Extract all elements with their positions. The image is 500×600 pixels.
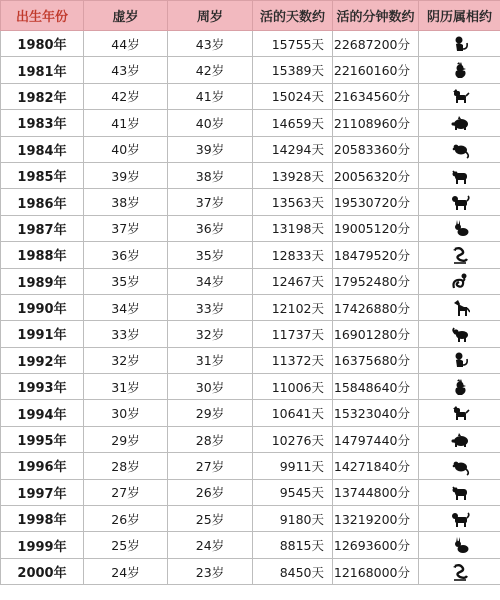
xusui-cell: 37岁 [84,215,168,241]
birth-year-cell: 1985年 [1,162,84,188]
birth-year-cell: 1986年 [1,189,84,215]
zodiac-cell [419,136,500,162]
days-cell: 11737天 [253,321,333,347]
birth-year-cell: 1992年 [1,347,84,373]
zodiac-cell [419,242,500,268]
dragon-icon [450,562,470,582]
zhousui-cell: 25岁 [168,506,253,532]
birth-year-cell: 1987年 [1,215,84,241]
table-row [1,110,500,136]
zodiac-cell [419,374,500,400]
zodiac-cell [419,321,500,347]
table-row [1,479,500,505]
table-row [1,189,500,215]
rabbit-icon [450,535,470,555]
zhousui-cell: 39岁 [168,136,253,162]
minutes-cell: 21108960分 [333,110,419,136]
zhousui-cell: 41岁 [168,83,253,109]
zhousui-cell: 32岁 [168,321,253,347]
zhousui-cell: 29岁 [168,400,253,426]
xusui-cell: 27岁 [84,479,168,505]
table-row [1,242,500,268]
birth-year-cell: 1989年 [1,268,84,294]
xusui-cell: 38岁 [84,189,168,215]
zodiac-cell [419,426,500,452]
ox-icon [450,166,470,186]
rooster-icon [450,377,470,397]
table-row [1,558,500,584]
xusui-cell: 33岁 [84,321,168,347]
zhousui-cell: 24岁 [168,532,253,558]
dog-icon [450,86,470,106]
zodiac-cell [419,31,500,57]
header-birth-year: 出生年份 [1,1,84,31]
birth-year-cell: 1984年 [1,136,84,162]
zhousui-cell: 23岁 [168,558,253,584]
xusui-cell: 24岁 [84,558,168,584]
table-row [1,57,500,83]
minutes-cell: 17952480分 [333,268,419,294]
xusui-cell: 42岁 [84,83,168,109]
days-cell: 13928天 [253,162,333,188]
zodiac-cell [419,215,500,241]
xusui-cell: 26岁 [84,506,168,532]
zodiac-cell [419,294,500,320]
birth-year-cell: 2000年 [1,558,84,584]
birth-year-cell: 1991年 [1,321,84,347]
birth-year-cell: 1999年 [1,532,84,558]
snake-icon [450,271,470,291]
zodiac-cell [419,400,500,426]
days-cell: 15024天 [253,83,333,109]
xusui-cell: 41岁 [84,110,168,136]
dog-icon [450,403,470,423]
xusui-cell: 28岁 [84,453,168,479]
minutes-cell: 15848640分 [333,374,419,400]
header-minutes: 活的分钟数约 [333,1,419,31]
table-body [1,31,500,585]
zhousui-cell: 40岁 [168,110,253,136]
minutes-cell: 20056320分 [333,162,419,188]
birth-year-cell: 1996年 [1,453,84,479]
zhousui-cell: 31岁 [168,347,253,373]
days-cell: 10276天 [253,426,333,452]
days-cell: 12467天 [253,268,333,294]
table-row [1,162,500,188]
minutes-cell: 14271840分 [333,453,419,479]
birth-year-cell: 1982年 [1,83,84,109]
days-cell: 8815天 [253,532,333,558]
minutes-cell: 12693600分 [333,532,419,558]
zhousui-cell: 42岁 [168,57,253,83]
zhousui-cell: 33岁 [168,294,253,320]
zhousui-cell: 43岁 [168,31,253,57]
ox-icon [450,482,470,502]
zhousui-cell: 36岁 [168,215,253,241]
monkey-icon [450,34,470,54]
minutes-cell: 13219200分 [333,506,419,532]
tiger-icon [450,509,470,529]
birth-year-cell: 1981年 [1,57,84,83]
table-row [1,426,500,452]
dragon-icon [450,245,470,265]
zhousui-cell: 30岁 [168,374,253,400]
zodiac-cell [419,83,500,109]
minutes-cell: 22687200分 [333,31,419,57]
zodiac-cell [419,453,500,479]
xusui-cell: 40岁 [84,136,168,162]
minutes-cell: 16375680分 [333,347,419,373]
xusui-cell: 29岁 [84,426,168,452]
minutes-cell: 14797440分 [333,426,419,452]
minutes-cell: 22160160分 [333,57,419,83]
birth-year-cell: 1994年 [1,400,84,426]
zodiac-cell [419,347,500,373]
xusui-cell: 36岁 [84,242,168,268]
zodiac-cell [419,558,500,584]
days-cell: 11006天 [253,374,333,400]
header-row [1,1,500,31]
header-xusui: 虚岁 [84,1,168,31]
days-cell: 13563天 [253,189,333,215]
minutes-cell: 19005120分 [333,215,419,241]
rat-icon [450,139,470,159]
pig-icon [450,430,470,450]
birth-year-cell: 1980年 [1,31,84,57]
minutes-cell: 18479520分 [333,242,419,268]
minutes-cell: 15323040分 [333,400,419,426]
zodiac-cell [419,110,500,136]
zodiac-cell [419,532,500,558]
table-row [1,31,500,57]
table-row [1,83,500,109]
table-row [1,215,500,241]
table-row [1,400,500,426]
minutes-cell: 17426880分 [333,294,419,320]
zhousui-cell: 38岁 [168,162,253,188]
days-cell: 12833天 [253,242,333,268]
table-row [1,532,500,558]
days-cell: 8450天 [253,558,333,584]
days-cell: 15389天 [253,57,333,83]
xusui-cell: 44岁 [84,31,168,57]
birth-year-cell: 1988年 [1,242,84,268]
xusui-cell: 30岁 [84,400,168,426]
xusui-cell: 43岁 [84,57,168,83]
table-row [1,506,500,532]
minutes-cell: 20583360分 [333,136,419,162]
tiger-icon [450,192,470,212]
minutes-cell: 12168000分 [333,558,419,584]
days-cell: 11372天 [253,347,333,373]
zodiac-cell [419,162,500,188]
birth-year-cell: 1995年 [1,426,84,452]
zodiac-cell [419,268,500,294]
days-cell: 14659天 [253,110,333,136]
xusui-cell: 35岁 [84,268,168,294]
table-row [1,453,500,479]
days-cell: 13198天 [253,215,333,241]
pig-icon [450,113,470,133]
xusui-cell: 31岁 [84,374,168,400]
days-cell: 10641天 [253,400,333,426]
birth-year-cell: 1983年 [1,110,84,136]
minutes-cell: 21634560分 [333,83,419,109]
zhousui-cell: 26岁 [168,479,253,505]
zodiac-cell [419,189,500,215]
minutes-cell: 16901280分 [333,321,419,347]
zodiac-cell [419,479,500,505]
goat-icon [450,324,470,344]
zodiac-cell [419,57,500,83]
days-cell: 9545天 [253,479,333,505]
days-cell: 9911天 [253,453,333,479]
header-zodiac: 阴历属相约 [419,1,500,31]
table-row [1,374,500,400]
table-row [1,136,500,162]
horse-icon [450,298,470,318]
table-row [1,347,500,373]
table-row [1,321,500,347]
xusui-cell: 25岁 [84,532,168,558]
minutes-cell: 13744800分 [333,479,419,505]
days-cell: 14294天 [253,136,333,162]
days-cell: 15755天 [253,31,333,57]
rabbit-icon [450,218,470,238]
table-row [1,268,500,294]
birth-year-cell: 1998年 [1,506,84,532]
header-zhousui: 周岁 [168,1,253,31]
xusui-cell: 39岁 [84,162,168,188]
rooster-icon [450,60,470,80]
birth-year-cell: 1990年 [1,294,84,320]
zhousui-cell: 34岁 [168,268,253,294]
rat-icon [450,456,470,476]
table-row [1,294,500,320]
zhousui-cell: 37岁 [168,189,253,215]
zhousui-cell: 35岁 [168,242,253,268]
xusui-cell: 32岁 [84,347,168,373]
days-cell: 9180天 [253,506,333,532]
xusui-cell: 34岁 [84,294,168,320]
zhousui-cell: 27岁 [168,453,253,479]
minutes-cell: 19530720分 [333,189,419,215]
days-cell: 12102天 [253,294,333,320]
birth-year-cell: 1993年 [1,374,84,400]
birth-year-cell: 1997年 [1,479,84,505]
zhousui-cell: 28岁 [168,426,253,452]
header-days: 活的天数约 [253,1,333,31]
monkey-icon [450,350,470,370]
zodiac-cell [419,506,500,532]
